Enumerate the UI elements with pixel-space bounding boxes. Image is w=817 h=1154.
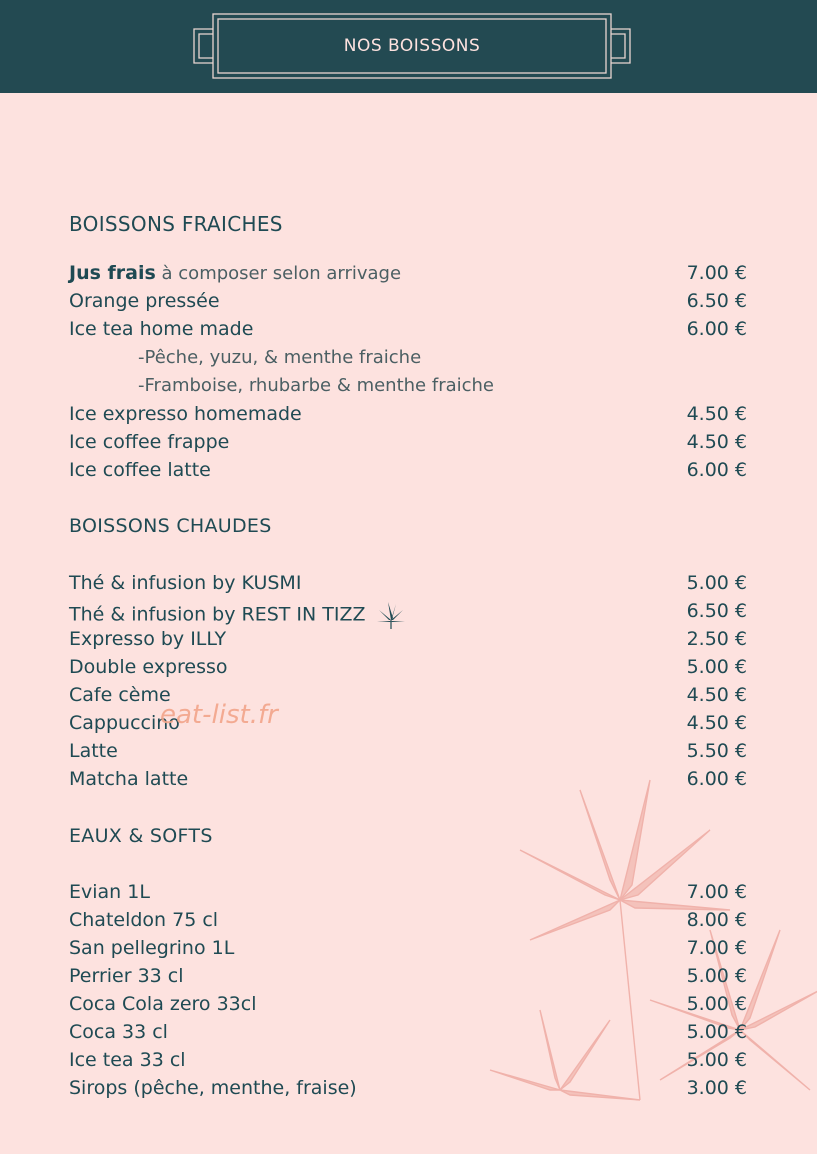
item-price: 5.00 € bbox=[686, 1049, 747, 1071]
item-price: 6.00 € bbox=[686, 459, 747, 481]
item-price: 4.50 € bbox=[686, 684, 747, 706]
menu-item bbox=[69, 262, 749, 288]
item-name: Coca Cola zero 33cl bbox=[69, 993, 257, 1015]
item-price: 6.50 € bbox=[686, 290, 747, 312]
item-price: 7.00 € bbox=[686, 262, 747, 284]
item-name: Double expresso bbox=[69, 656, 228, 678]
menu-item bbox=[69, 290, 749, 316]
menu-item bbox=[69, 572, 749, 598]
menu-item bbox=[69, 459, 749, 485]
menu-item bbox=[69, 431, 749, 457]
item-name: Orange pressée bbox=[69, 290, 220, 312]
menu-item bbox=[69, 318, 749, 344]
item-name: Jus frais à composer selon arrivage bbox=[69, 262, 402, 284]
menu-item bbox=[69, 740, 749, 766]
item-name: Cappuccino bbox=[69, 712, 180, 734]
item-price: 6.50 € bbox=[686, 600, 747, 622]
menu-item bbox=[69, 881, 749, 907]
cannabis-leaf-icon bbox=[376, 600, 406, 630]
item-price: 5.50 € bbox=[686, 740, 747, 762]
menu-item bbox=[69, 965, 749, 991]
menu-item bbox=[69, 993, 749, 1019]
item-price: 5.00 € bbox=[686, 993, 747, 1015]
item-name: Matcha latte bbox=[69, 768, 189, 790]
menu-item bbox=[69, 1077, 749, 1103]
item-name: Ice coffee frappe bbox=[69, 431, 230, 453]
menu-item bbox=[69, 909, 749, 935]
menu-item bbox=[69, 656, 749, 682]
item-price: 8.00 € bbox=[686, 909, 747, 931]
item-name: Ice expresso homemade bbox=[69, 403, 302, 425]
item-name: Ice coffee latte bbox=[69, 459, 211, 481]
item-price: 7.00 € bbox=[686, 881, 747, 903]
item-name: Cafe cème bbox=[69, 684, 171, 706]
menu-item bbox=[69, 600, 749, 626]
item-price: 3.00 € bbox=[686, 1077, 747, 1099]
section-title-eaux-softs: EAUX & SOFTS bbox=[69, 825, 213, 847]
menu-item bbox=[69, 768, 749, 794]
item-price: 6.00 € bbox=[686, 318, 747, 340]
item-name: Coca 33 cl bbox=[69, 1021, 168, 1043]
item-price: 5.00 € bbox=[686, 656, 747, 678]
item-name: Evian 1L bbox=[69, 881, 150, 903]
item-price: 5.00 € bbox=[686, 572, 747, 594]
menu-item bbox=[69, 628, 749, 654]
menu-item bbox=[69, 937, 749, 963]
item-name: Latte bbox=[69, 740, 118, 762]
section-title-boissons-chaudes: BOISSONS CHAUDES bbox=[69, 515, 272, 537]
item-price: 2.50 € bbox=[686, 628, 747, 650]
header-banner bbox=[0, 0, 817, 93]
menu-item bbox=[69, 1049, 749, 1075]
item-name: Thé & infusion by KUSMI bbox=[69, 572, 302, 594]
item-price: 4.50 € bbox=[686, 431, 747, 453]
item-price: 5.00 € bbox=[686, 1021, 747, 1043]
item-variant: -Pêche, yuzu, & menthe fraiche bbox=[138, 347, 422, 368]
item-name: Thé & infusion by REST IN TIZZ bbox=[69, 600, 406, 630]
menu-item bbox=[69, 1021, 749, 1047]
item-price: 7.00 € bbox=[686, 937, 747, 959]
item-name: San pellegrino 1L bbox=[69, 937, 235, 959]
item-price: 6.00 € bbox=[686, 768, 747, 790]
item-name: Ice tea home made bbox=[69, 318, 254, 340]
item-name: Expresso by ILLY bbox=[69, 628, 227, 650]
item-name: Sirops (pêche, menthe, fraise) bbox=[69, 1077, 357, 1099]
menu-item bbox=[69, 403, 749, 429]
item-price: 5.00 € bbox=[686, 965, 747, 987]
item-variant: -Framboise, rhubarbe & menthe fraiche bbox=[138, 375, 495, 396]
item-name: Chateldon 75 cl bbox=[69, 909, 219, 931]
page-title: NOS BOISSONS bbox=[343, 36, 481, 56]
item-name: Ice tea 33 cl bbox=[69, 1049, 186, 1071]
item-price: 4.50 € bbox=[686, 403, 747, 425]
item-price: 4.50 € bbox=[686, 712, 747, 734]
item-name: Perrier 33 cl bbox=[69, 965, 184, 987]
watermark: eat-list.fr bbox=[160, 700, 278, 730]
section-title-boissons-fraiches: BOISSONS FRAICHES bbox=[69, 212, 283, 236]
